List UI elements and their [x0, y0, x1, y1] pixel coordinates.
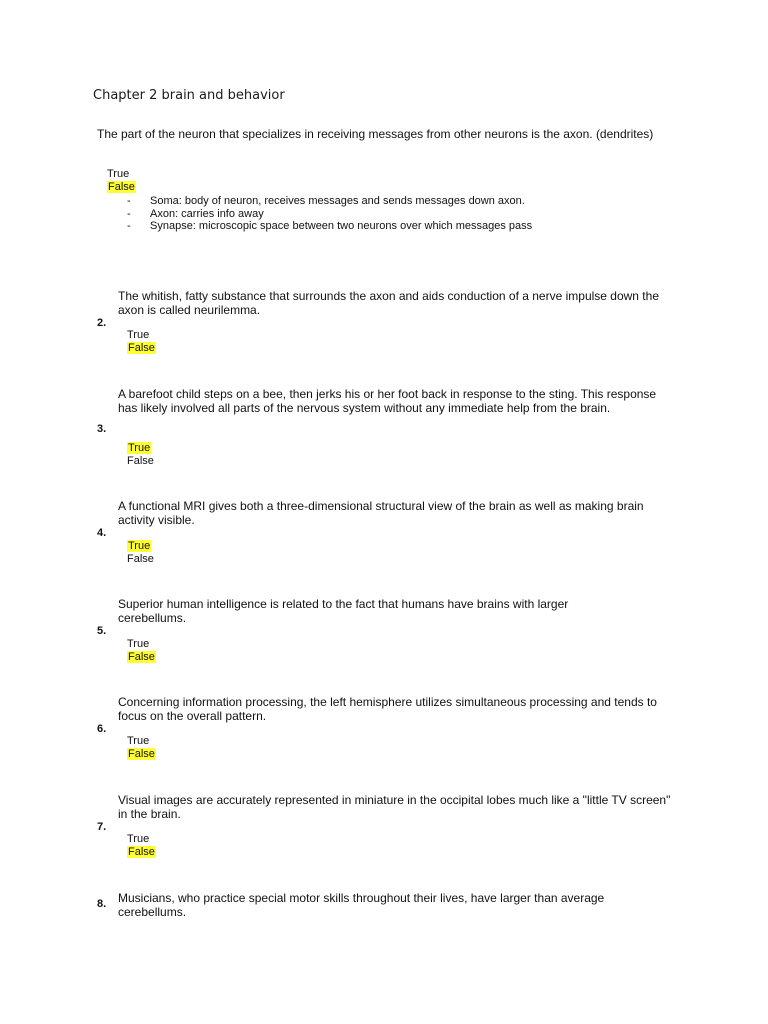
answer-highlight: False: [128, 651, 155, 663]
answer-highlight: True: [128, 540, 151, 552]
question-5-false: [127, 651, 156, 664]
question-3-true: [127, 442, 151, 455]
question-7-false: [127, 846, 156, 859]
note-item: - Synapse: microscopic space between two neurons over which messages pass: [127, 220, 533, 232]
question-2-text: The whitish, fatty substance that surrounds the axon and aids conduction of a nerve impulse down the axon is called neurilemma.: [118, 289, 659, 317]
question-3-text: A barefoot child steps on a bee, then jerks his or her foot back in response to the sting. This response has likely involved all parts of the nervous system without any immediate help from the brain.: [118, 387, 657, 415]
question-1-notes: [127, 195, 547, 233]
question-2-false: [127, 342, 156, 355]
answer-highlight: True: [128, 442, 151, 454]
question-8-text: Musicians, who practice special motor skills throughout their lives, have larger than average cerebellums.: [118, 891, 605, 919]
question-2-number: 2.: [97, 317, 107, 329]
question-2-true: True: [127, 329, 150, 341]
question-4-text: A functional MRI gives both a three-dimensional structural view of the brain as well as making brain activity visible.: [118, 499, 644, 527]
question-1-true: True: [107, 168, 130, 180]
question-6-true: True: [127, 735, 150, 747]
answer-highlight: False: [128, 342, 155, 354]
note-item: - Soma: body of neuron, receives messages and sends messages down axon.: [127, 195, 525, 207]
question-4-false: False: [127, 553, 154, 565]
answer-highlight: False: [128, 748, 155, 760]
question-7-number: 7.: [97, 821, 107, 833]
question-8-number: 8.: [97, 898, 107, 910]
question-5-number: 5.: [97, 625, 107, 637]
question-1-text: The part of the neuron that specializes in receiving messages from other neurons is the axon. (dendrites): [97, 127, 654, 141]
question-5-true: True: [127, 638, 150, 650]
question-5-text: Superior human intelligence is related to the fact that humans have brains with larger cerebellums.: [118, 597, 569, 625]
question-6-false: [127, 748, 156, 761]
question-4-number: 4.: [97, 527, 107, 539]
question-3-number: 3.: [97, 423, 107, 435]
question-6-text: Concerning information processing, the left hemisphere utilizes simultaneous processing and tends to focus on the overall pattern.: [118, 695, 657, 723]
question-4-true: [127, 540, 151, 553]
question-6-number: 6.: [97, 723, 107, 735]
answer-highlight: False: [108, 181, 135, 193]
answer-highlight: False: [128, 846, 155, 858]
question-7-true: True: [127, 833, 150, 845]
question-7-text: Visual images are accurately represented in miniature in the occipital lobes much like a "little TV screen" in the brain.: [118, 793, 671, 821]
note-item: - Axon: carries info away: [127, 207, 264, 220]
question-3-false: False: [127, 455, 154, 467]
page-title: Chapter 2 brain and behavior: [93, 88, 285, 103]
question-1-false: [107, 181, 136, 194]
